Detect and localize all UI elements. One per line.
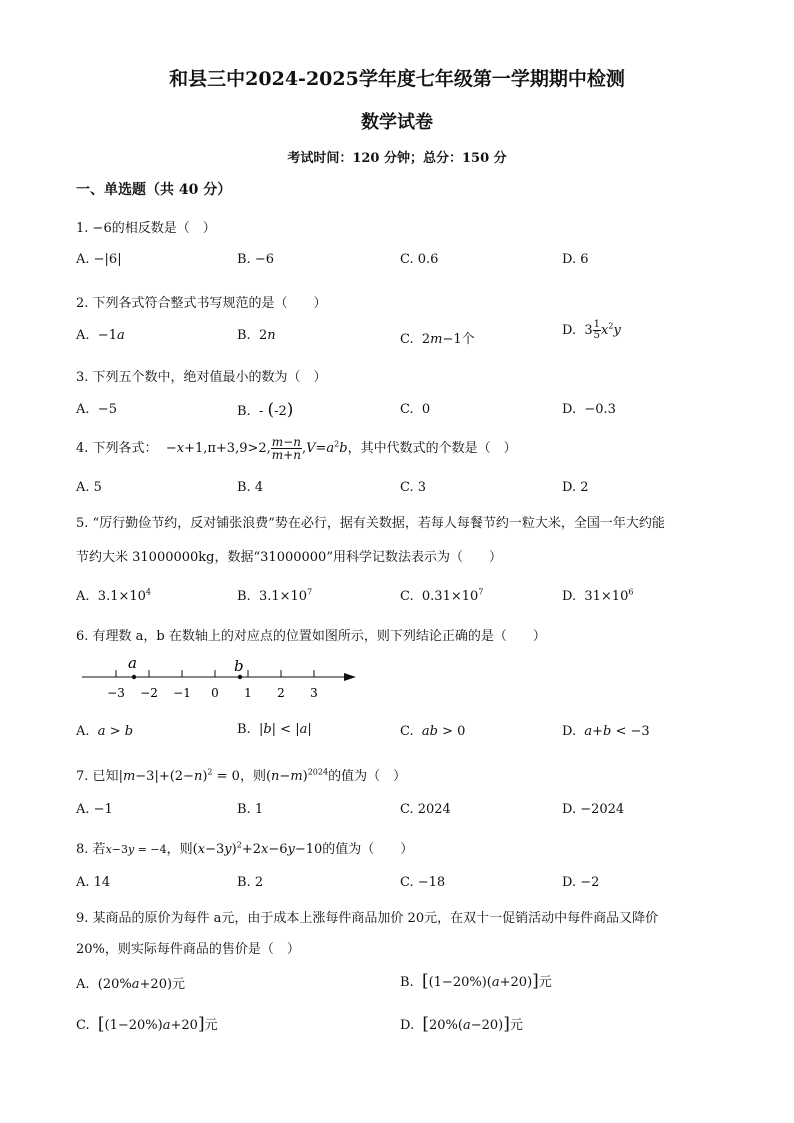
q7-option-b: B. 1	[237, 802, 264, 817]
axis-tick-label: 1	[244, 686, 252, 700]
question-stem: 下列各式符合整式书写规范的是（ ）	[92, 296, 327, 311]
q2-option-a: A. −1a	[76, 328, 125, 343]
q6-option-c: C. ab > 0	[400, 724, 466, 739]
number-line-figure	[80, 652, 360, 704]
q5-option-c: C. $0.31\times 10^7$	[400, 587, 484, 604]
q3-option-c: C. 0	[400, 402, 431, 417]
q8-condition-math: x−3y = −4	[105, 843, 167, 856]
q8-option-d: D. −2	[562, 875, 600, 890]
axis-tick-label: −1	[173, 686, 191, 700]
question-stem: “厉行勤俭节约，反对铺张浪费”势在必行，据有关数据，若每人每餐节约一粒大米，全国一年大约能	[92, 516, 665, 531]
question-9	[76, 907, 658, 926]
exam-title: 和县三中2024-2025学年度七年级第一学期期中检测	[169, 68, 625, 90]
q4-option-c: C. 3	[400, 480, 427, 495]
section-heading: 一、单选题（共 40 分）	[76, 182, 232, 198]
axis-tick-label: −2	[140, 686, 158, 700]
question-stem-math: −6	[92, 221, 112, 236]
q3-option-b: B. - (-2)	[237, 400, 294, 420]
q6-option-a: A. a > b	[76, 724, 134, 739]
question-number: 2.	[76, 296, 89, 311]
point-b-label: b	[234, 657, 244, 675]
q9-option-d: D. [20%(a−20)]元	[400, 1014, 523, 1034]
question-number: 7.	[76, 769, 89, 784]
question-8: 8. 若x−3y = −4，则$(x-3y)^2+2x-6y-10$的值为（ ）	[76, 840, 414, 857]
question-number: 5.	[76, 516, 89, 531]
q9-option-a: A. (20%a+20)元	[76, 977, 186, 992]
q2-option-d: D. 3 $\frac{1}{5}$ $x^2y$	[562, 319, 621, 341]
axis-tick-label: −3	[107, 686, 125, 700]
question-number: 4.	[76, 441, 89, 456]
q1-option-b: B. −6	[237, 252, 274, 267]
q7-option-a: A. −1	[76, 802, 113, 817]
question-5	[76, 512, 665, 531]
question-6	[76, 625, 546, 644]
question-math: −x+1,π+3,9>2, $\frac{m-n}{m+n}$ $,V=a^2b$	[161, 435, 348, 462]
q2-option-c: C. 2m−1个	[400, 332, 475, 347]
q4-option-b: B. 4	[237, 480, 264, 495]
question-stem: 的相反数是（ ）	[111, 221, 216, 236]
q9-option-b: B. [(1−20%)(a+20)]元	[400, 971, 552, 991]
q7-condition-math: $|m-3|+(2-n)^2 = 0$	[118, 767, 240, 784]
q7-expression-math: $(n-m)^{2024}$	[265, 767, 329, 784]
question-stem: 下列各式：	[92, 441, 158, 456]
question-number: 8.	[76, 842, 89, 857]
q6-option-d: D. a+b < −3	[562, 724, 650, 739]
q2-option-b: B. 2n	[237, 328, 276, 343]
q8-option-c: C. −18	[400, 875, 446, 890]
question-9-line2: 20%，则实际每件商品的售价是（ ）	[76, 942, 300, 957]
question-number: 3.	[76, 370, 89, 385]
question-stem: 下列五个数中，绝对值最小的数为（ ）	[92, 370, 327, 385]
question-stem: 某商品的原价为每件 a元，由于成本上涨每件商品加价 20元，在双十一促销活动中每件商品又降价	[92, 911, 659, 926]
axis-tick-label: 3	[310, 686, 318, 700]
point-b-dot	[238, 675, 242, 679]
q4-option-d: D. 2	[562, 480, 589, 495]
axis-tick-label: 0	[211, 686, 219, 700]
question-4	[76, 436, 517, 461]
q5-option-d: D. $31\times 10^6$	[562, 587, 634, 604]
q1-option-a: A. −|6|	[76, 252, 122, 267]
exam-info: 考试时间：120 分钟；总分：150 分	[287, 151, 507, 166]
q7-option-d: D. −2024	[562, 802, 625, 817]
question-number: 1.	[76, 221, 89, 236]
q8-option-a: A. 14	[76, 875, 111, 890]
q8-expression-math: $(x-3y)^2+2x-6y-10$	[192, 840, 323, 857]
question-7: 7. 已知$|m-3|+(2-n)^2 = 0$，则$(n-m)^{2024}$的值为（ ）	[76, 767, 407, 784]
q5-option-b: B. $3.1\times 10^7$	[237, 587, 313, 604]
question-5-line2: 节约大米 31000000kg，数据“31000000”用科学记数法表示为（ ）	[76, 550, 502, 565]
question-3	[76, 366, 327, 385]
question-number: 6.	[76, 629, 89, 644]
q9-option-c: C. [(1−20%)a+20]元	[76, 1014, 218, 1034]
question-number: 9.	[76, 911, 89, 926]
question-stem: 有理数 a，b 在数轴上的对应点的位置如图所示，则下列结论正确的是（ ）	[92, 629, 546, 644]
q3-option-d: D. −0.3	[562, 402, 616, 417]
question-2	[76, 292, 327, 311]
q3-option-a: A. −5	[76, 402, 117, 417]
question-1	[76, 217, 216, 236]
point-a-label: a	[128, 654, 137, 672]
q1-option-d: D. 6	[562, 252, 589, 267]
number-line-arrow	[344, 673, 356, 681]
q5-option-a: A. $3.1\times 10^4$	[76, 587, 151, 604]
axis-tick-label: 2	[277, 686, 285, 700]
q4-option-a: A. 5	[76, 480, 102, 495]
point-a-dot	[132, 675, 136, 679]
q8-option-b: B. 2	[237, 875, 264, 890]
q1-option-c: C. 0.6	[400, 252, 439, 267]
question-stem-tail: ，其中代数式的个数是（ ）	[347, 441, 517, 456]
q6-option-b: B. |b| < |a|	[237, 722, 312, 737]
q7-option-c: C. 2024	[400, 802, 451, 817]
exam-subject: 数学试卷	[361, 112, 433, 133]
